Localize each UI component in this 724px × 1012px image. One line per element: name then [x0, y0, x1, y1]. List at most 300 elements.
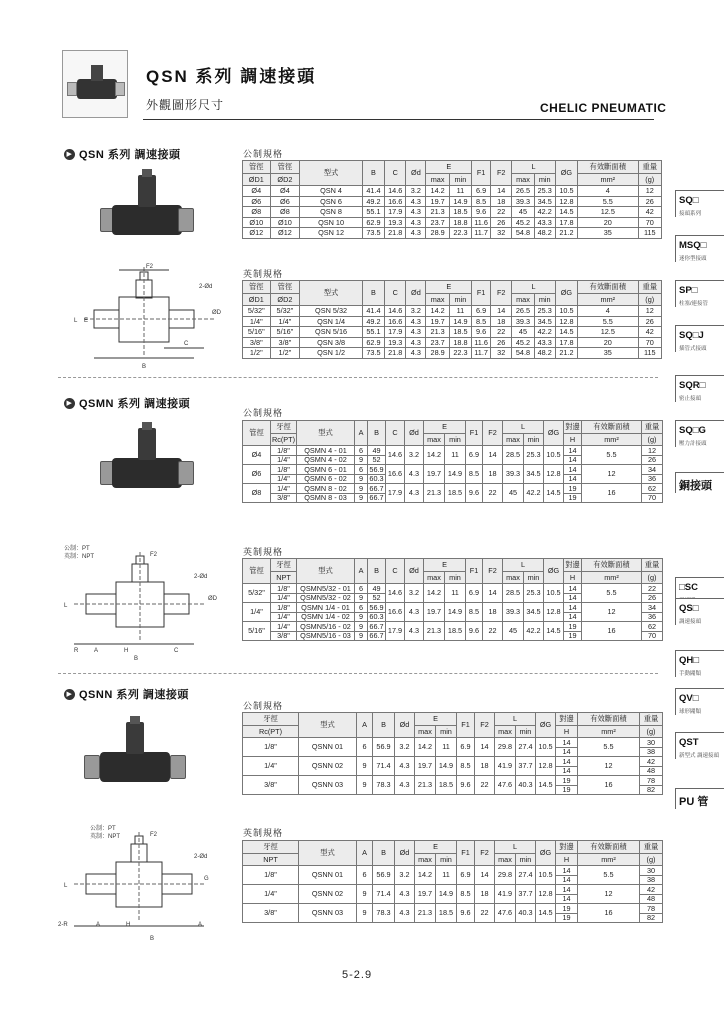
- table-row: [243, 885, 663, 895]
- side-tab-code: SP□: [679, 285, 698, 296]
- table-cell: 32: [491, 228, 512, 239]
- table-cell: 42.2: [534, 327, 555, 338]
- table-cell: 12.8: [536, 757, 556, 776]
- side-tab[interactable]: [675, 190, 724, 217]
- table-cell: 11.6: [472, 217, 491, 228]
- table-cell: 9: [357, 885, 373, 904]
- table-cell: 14: [556, 866, 578, 876]
- table-cell: 5.5: [582, 446, 642, 465]
- table-cell: Ø4: [243, 186, 271, 197]
- table-cell: 22: [642, 584, 663, 594]
- side-tab-desc: 手動閥類: [679, 671, 702, 677]
- table-cell: Ø12: [270, 228, 300, 239]
- table-cell: 23.7: [426, 217, 449, 228]
- table-cell: 19.3: [385, 337, 406, 348]
- table-cell: 21.8: [385, 348, 406, 359]
- table-cell: 14.6: [385, 306, 406, 317]
- table-row: [243, 904, 663, 914]
- table-cell: 42.2: [524, 484, 544, 503]
- qsn-photo: [92, 165, 202, 255]
- table-cell: 14: [556, 885, 578, 895]
- side-tab-code: QST: [679, 737, 699, 748]
- table-cell: QSN 1/4: [300, 316, 363, 327]
- svg-text:L: L: [74, 318, 78, 324]
- table-cell: 73.5: [362, 228, 384, 239]
- table-cell: 14: [556, 894, 578, 904]
- table-cell: 21.2: [555, 348, 577, 359]
- table-cell: Ø6: [270, 196, 300, 207]
- table-cell: 6.9: [472, 186, 491, 197]
- svg-text:C: C: [184, 341, 189, 347]
- table-cell: 19: [564, 493, 582, 503]
- table-cell: QSMN 8 - 03: [297, 493, 355, 503]
- table-cell: 49.2: [362, 196, 384, 207]
- table-cell: 12.8: [555, 196, 577, 207]
- table-cell: 78: [640, 776, 663, 786]
- table-cell: 115: [638, 348, 661, 359]
- table-cell: 3/8": [271, 631, 297, 641]
- table-cell: 38: [640, 875, 663, 885]
- table-cell: QSNN 02: [299, 757, 357, 776]
- table-cell: 19: [556, 776, 578, 786]
- table-cell: 14: [491, 186, 512, 197]
- table-cell: 11: [445, 584, 466, 603]
- section-divider: [58, 673, 658, 674]
- table-cell: 48: [640, 894, 663, 904]
- caption-metric: 公制規格: [243, 408, 284, 418]
- table-row: [243, 207, 662, 218]
- table-cell: 1/8": [271, 446, 297, 456]
- table-cell: QSNN 01: [299, 866, 357, 885]
- table-cell: QSN 4: [300, 186, 363, 197]
- side-tab-desc: 接頭系列: [679, 211, 702, 217]
- table-cell: 4: [578, 306, 638, 317]
- table-cell: QSNN 03: [299, 776, 357, 795]
- table-cell: 45: [512, 207, 534, 218]
- table-cell: 14: [475, 866, 495, 885]
- table-cell: 1/4": [271, 484, 297, 494]
- table-cell: Ø8: [270, 207, 300, 218]
- svg-text:ØD: ØD: [208, 596, 217, 602]
- table-cell: 6.9: [457, 866, 475, 885]
- table-cell: 66.7: [369, 493, 384, 503]
- table-cell: 1/8": [243, 738, 299, 757]
- table-cell: 34.5: [524, 603, 544, 622]
- table-cell: 11: [436, 738, 457, 757]
- table-cell: 4.3: [405, 465, 424, 484]
- table-cell: 17.8: [555, 217, 577, 228]
- table-cell: 62.9: [362, 337, 384, 348]
- table-cell: 1/4": [243, 603, 271, 622]
- table-cell: 35: [578, 228, 638, 239]
- side-tab[interactable]: [675, 688, 724, 715]
- table-cell: 48.2: [534, 348, 555, 359]
- table-cell: 23.7: [426, 337, 449, 348]
- table-cell: 5.5: [578, 866, 640, 885]
- table-cell: 10.5: [536, 866, 556, 885]
- table-cell: 82: [640, 913, 663, 923]
- table-cell: 9.6: [466, 622, 483, 641]
- side-tab[interactable]: [675, 280, 724, 307]
- table-cell: 14: [564, 584, 582, 594]
- svg-text:A: A: [96, 922, 101, 928]
- table-cell: 6: [357, 866, 373, 885]
- table-cell: 55.1: [362, 207, 384, 218]
- side-tab-desc: 插管式接頭: [679, 346, 707, 352]
- table-cell: 12.5: [578, 207, 638, 218]
- table-cell: 4.3: [405, 622, 424, 641]
- table-cell: 11.7: [472, 228, 491, 239]
- svg-text:H: H: [124, 648, 129, 654]
- table-cell: 5/16": [243, 622, 271, 641]
- table-cell: 35: [578, 348, 638, 359]
- table-cell: 62.9: [362, 217, 384, 228]
- table-cell: 70: [642, 631, 663, 641]
- table-cell: 45.2: [512, 337, 534, 348]
- table-cell: 43.3: [534, 337, 555, 348]
- table-cell: Ø6: [243, 196, 271, 207]
- table-cell: 19.7: [415, 885, 436, 904]
- side-tab[interactable]: [675, 375, 724, 402]
- table-cell: 12.8: [536, 885, 556, 904]
- table-cell: 14: [564, 593, 582, 603]
- table-cell: 48: [640, 766, 663, 776]
- qsnn-metric-table: 牙徑 型式 A B Ød E F1 F2 L ØG 對邊 有效斷面積 重量 Rc(PT) max min max min H mm² (g) 1/8" QSNN 01 6 56.9 3.2 14.2 11 6.9 14 29.8 27.4 10.5 14 5.5 30 14 38 1/4" QSNN 02 9 71.4 4.3 19.7 14.9 8.5 18 41.9 37.7 12.8 14 12 42 14 48 3/8" QSNN 03 9 78.3 4.3 21.3 18.5 9.6 22 47.6 40.3 14.5 19 16 78 19 82: [242, 712, 663, 795]
- table-cell: 8.5: [466, 465, 483, 484]
- table-cell: 5.5: [578, 196, 638, 207]
- table-cell: 11.7: [472, 348, 491, 359]
- table-cell: 9: [357, 757, 373, 776]
- table-cell: 66.7: [369, 621, 384, 631]
- qsn-metric-table: 管徑 管徑 型式 B C Ød E F1 F2 L ØG 有效斷面積 重量 ØD1 ØD2 max min max min mm² (g) Ø4 Ø4 QSN 4 41.4 14.6 3.2 14.2 11 6.9 14 26.5 25.3 10.5 4 12 Ø6 Ø6 QSN 6 49.2 16.6 4.3 19.7 14.9 8.5 18 39.3 34.5 12.8 5.5 26 Ø8 Ø8 QSN 8 55.1 17.9 4.3 21.3 18.5 9.6 22 45 42.2 14.5 12.5 42 Ø10 Ø10 QSN 10 62.9 19.3 4.3 23.7 18.8 11.6 26 45.2 43.3 17.8 20 70 Ø12 Ø12 QSN 12 73.5 21.8 4.3 28.9 22.3 11.7 32 54.8 48.2 21.2 35 115: [242, 160, 662, 239]
- side-tab[interactable]: [675, 420, 724, 447]
- table-cell: 22.3: [449, 348, 471, 359]
- side-tab-desc: 柱塞/連接管: [679, 301, 709, 307]
- table-cell: 14.9: [436, 757, 457, 776]
- table-cell: QSNN 03: [299, 904, 357, 923]
- svg-text:公制：PT: 公制：PT: [90, 826, 116, 832]
- table-cell: 16: [582, 484, 642, 503]
- table-cell: 9.6: [472, 207, 491, 218]
- table-cell: QSN 6: [300, 196, 363, 207]
- table-cell: 1/4": [270, 316, 300, 327]
- table-cell: 4.3: [395, 904, 415, 923]
- side-tab-code: SQR□: [679, 380, 706, 391]
- table-cell: 42: [640, 885, 663, 895]
- table-cell: 8.5: [466, 603, 483, 622]
- table-cell: 12: [638, 186, 661, 197]
- svg-text:英制：NPT: 英制：NPT: [64, 554, 95, 560]
- table-cell: 17.9: [385, 207, 406, 218]
- table-cell: 4.3: [406, 337, 426, 348]
- table-cell: 73.5: [362, 348, 384, 359]
- table-cell: 30: [640, 738, 663, 748]
- side-tab-desc: 球形閥類: [679, 709, 702, 715]
- table-cell: 14.6: [386, 446, 405, 465]
- side-tab[interactable]: [675, 732, 724, 759]
- table-cell: 56.9: [369, 602, 384, 612]
- table-cell: 14.6: [386, 584, 405, 603]
- table-cell: 28.5: [503, 446, 524, 465]
- table-cell: 10.5: [555, 306, 577, 317]
- table-cell: 1/2": [243, 348, 271, 359]
- table-cell: 14.5: [555, 327, 577, 338]
- table-cell: 19: [564, 484, 582, 494]
- table-row: [243, 186, 662, 197]
- table-cell: 4.3: [406, 348, 426, 359]
- table-cell: 5/32": [243, 306, 271, 317]
- table-cell: 18: [475, 885, 495, 904]
- svg-text:B: B: [142, 364, 147, 370]
- table-cell: 14: [475, 738, 495, 757]
- table-cell: 14.2: [424, 584, 445, 603]
- table-row: [243, 217, 662, 228]
- table-cell: 19: [556, 785, 578, 795]
- table-cell: 10.5: [536, 738, 556, 757]
- table-cell: 4.3: [406, 217, 426, 228]
- table-cell: 5.5: [578, 738, 640, 757]
- table-cell: 34.5: [524, 465, 544, 484]
- table-cell: 52: [368, 593, 386, 603]
- bullet-icon: ▶: [64, 398, 75, 409]
- table-cell: 34.5: [534, 196, 555, 207]
- table-cell: 3.2: [395, 866, 415, 885]
- header-rule: [143, 119, 654, 120]
- table-cell: 19.7: [426, 316, 449, 327]
- table-cell: 18: [491, 316, 512, 327]
- side-tab-code: SQ□J: [679, 330, 704, 341]
- table-cell: 26: [642, 593, 663, 603]
- table-cell: Ø4: [243, 446, 271, 465]
- table-cell: 12: [582, 465, 642, 484]
- table-cell: 12: [578, 757, 640, 776]
- table-cell: 115: [638, 228, 661, 239]
- table-cell: 3.2: [395, 738, 415, 757]
- table-cell: 40.3: [516, 904, 536, 923]
- table-cell: 3/8": [270, 337, 300, 348]
- table-cell: 14: [483, 446, 503, 465]
- table-cell: 16.6: [385, 196, 406, 207]
- table-cell: 22: [483, 622, 503, 641]
- table-cell: QSNN 01: [299, 738, 357, 757]
- table-cell: 17.9: [386, 622, 405, 641]
- side-tab[interactable]: [675, 598, 724, 625]
- table-cell: 18.5: [436, 904, 457, 923]
- table-cell: 10.5: [544, 446, 564, 465]
- svg-text:B: B: [150, 936, 155, 942]
- table-cell: 18: [483, 603, 503, 622]
- side-tab-desc: 調速接頭: [679, 619, 702, 625]
- table-cell: 6: [355, 603, 368, 613]
- table-cell: QSMN 6 - 01: [297, 465, 355, 475]
- table-cell: 18.5: [445, 622, 466, 641]
- table-cell: 9: [355, 631, 368, 641]
- table-cell: 4.3: [406, 316, 426, 327]
- table-cell: 16: [578, 776, 640, 795]
- table-cell: 14: [564, 474, 582, 484]
- table-cell: 17.9: [385, 327, 406, 338]
- table-cell: QSMN5/32 - 01: [297, 584, 355, 594]
- table-cell: 37.7: [516, 757, 536, 776]
- table-cell: 14: [564, 612, 582, 622]
- table-cell: 37.7: [516, 885, 536, 904]
- table-cell: 27.4: [516, 866, 536, 885]
- table-cell: 9: [355, 593, 368, 603]
- table-cell: QSN 8: [300, 207, 363, 218]
- table-cell: 14.9: [449, 316, 471, 327]
- table-cell: 19.7: [424, 603, 445, 622]
- table-cell: 22: [483, 484, 503, 503]
- table-cell: 6: [357, 738, 373, 757]
- table-cell: 21.3: [426, 327, 449, 338]
- table-cell: 4.3: [395, 757, 415, 776]
- table-cell: 19.7: [415, 757, 436, 776]
- table-cell: 20: [578, 217, 638, 228]
- table-cell: 45: [503, 622, 524, 641]
- table-cell: 42.2: [534, 207, 555, 218]
- table-cell: 56.9: [369, 464, 384, 474]
- table-row: [243, 306, 662, 317]
- qsmn-inch-table: 管徑 牙徑 型式 A B C Ød E F1 F2 L ØG 對邊 有效斷面積 重量 NPT max min max min H mm² (g) 5/32" 1/8" QSMN5/32 - 01 6 49 14.6 3.2 14.2 11 6.9 14 28.5 25.3 10.5 14 5.5 22 1/4" QSMN5/32 - 02 9 52 14 26 1/4" 1/8" QSMN 1/4 - 01 6 56.9 16.6 4.3 19.7 14.9 8.5 18 39.3 34.5 12.8 14 12 34 1/4" QSMN 1/4 - 02 9 60.3 14 36 5/16" 1/4" QSMN5/16 - 02 9 66.7 17.9 4.3 21.3 18.5 9.6 22 45 42.2 14.5 19 16 62 3/8" QSMN5/16 - 03 9 66.7 19 70: [242, 558, 663, 641]
- table-cell: 5/16": [270, 327, 300, 338]
- table-cell: 36: [642, 612, 663, 622]
- table-cell: 40.3: [516, 776, 536, 795]
- section-title-qsmn: ▶ QSMN 系列 調速接頭: [64, 395, 190, 411]
- table-cell: 41.9: [495, 757, 516, 776]
- table-cell: 4.3: [406, 196, 426, 207]
- table-cell: 62: [642, 484, 663, 494]
- table-cell: 36: [642, 474, 663, 484]
- table-cell: 39.3: [503, 465, 524, 484]
- table-cell: 16.6: [386, 603, 405, 622]
- table-cell: 16.6: [385, 316, 406, 327]
- table-cell: 3.2: [406, 306, 426, 317]
- table-row: [243, 757, 663, 767]
- table-cell: 21.3: [415, 776, 436, 795]
- table-cell: 20: [578, 337, 638, 348]
- svg-text:ØD: ØD: [212, 310, 221, 316]
- table-row: [243, 337, 662, 348]
- caption-inch: 英制規格: [243, 269, 284, 279]
- table-cell: QSMN 6 - 02: [297, 474, 355, 484]
- caption-metric: 公制規格: [243, 149, 284, 159]
- table-cell: 14: [556, 766, 578, 776]
- svg-text:2-R: 2-R: [58, 922, 68, 928]
- table-cell: 12.5: [578, 327, 638, 338]
- svg-text:L: L: [64, 883, 68, 889]
- svg-text:2-Ød: 2-Ød: [199, 284, 213, 290]
- side-tab[interactable]: [675, 235, 724, 262]
- table-row: [243, 327, 662, 338]
- table-row: [243, 196, 662, 207]
- table-cell: 14.5: [544, 484, 564, 503]
- svg-text:G: G: [204, 876, 209, 882]
- side-tab[interactable]: [675, 650, 724, 677]
- table-cell: 9.6: [457, 776, 475, 795]
- section-title-qsnn: ▶ QSNN 系列 調速接頭: [64, 686, 189, 702]
- side-tab-code: QV□: [679, 693, 699, 704]
- table-cell: 78: [640, 904, 663, 914]
- table-cell: 1/8": [243, 866, 299, 885]
- table-cell: QSNN 02: [299, 885, 357, 904]
- svg-text:公制：PT: 公制：PT: [64, 546, 90, 552]
- table-row: [243, 348, 662, 359]
- table-cell: 14: [564, 455, 582, 465]
- table-cell: 55.1: [362, 327, 384, 338]
- table-cell: 18.5: [445, 484, 466, 503]
- side-tab[interactable]: [675, 788, 724, 809]
- table-cell: 5/32": [270, 306, 300, 317]
- caption-inch: 英制規格: [243, 828, 284, 838]
- table-cell: 14.9: [436, 885, 457, 904]
- table-cell: 12.8: [555, 316, 577, 327]
- table-cell: 18.5: [449, 207, 471, 218]
- side-tab[interactable]: [675, 325, 724, 352]
- table-cell: 1/2": [270, 348, 300, 359]
- table-row: [243, 738, 663, 748]
- table-cell: 12: [642, 446, 663, 456]
- table-cell: 43.3: [534, 217, 555, 228]
- product-photo: [62, 50, 128, 118]
- table-cell: 34: [642, 603, 663, 613]
- svg-text:F2: F2: [150, 832, 158, 838]
- table-cell: 14.2: [426, 306, 449, 317]
- table-cell: 21.3: [415, 904, 436, 923]
- table-cell: 14: [556, 875, 578, 885]
- qsmn-photo: [92, 418, 202, 508]
- side-tab-code: SQ□G: [679, 425, 706, 436]
- bullet-icon: ▶: [64, 149, 75, 160]
- caption-inch: 英制規格: [243, 547, 284, 557]
- table-cell: 16: [582, 622, 642, 641]
- table-cell: 28.9: [426, 228, 449, 239]
- side-tab-desc: 新型式 調速接頭: [679, 753, 720, 759]
- table-cell: 42: [640, 757, 663, 767]
- table-cell: 14: [564, 446, 582, 456]
- table-cell: 34.5: [534, 316, 555, 327]
- table-cell: 14: [564, 603, 582, 613]
- table-cell: 25.3: [534, 306, 555, 317]
- table-cell: 14: [556, 757, 578, 767]
- table-cell: 19: [564, 622, 582, 632]
- table-cell: 14.2: [426, 186, 449, 197]
- qsn-drawing: [64, 262, 234, 372]
- table-row: [243, 776, 663, 786]
- table-cell: QSN 1/2: [300, 348, 363, 359]
- table-cell: 1/8": [271, 465, 297, 475]
- side-tab[interactable]: [675, 472, 724, 493]
- table-cell: 14.9: [449, 196, 471, 207]
- table-cell: 66.7: [369, 631, 384, 641]
- table-cell: 4.3: [405, 603, 424, 622]
- table-row: [243, 446, 663, 456]
- table-cell: 6: [355, 584, 368, 594]
- svg-text:F2: F2: [146, 264, 154, 270]
- table-cell: 9: [355, 622, 368, 632]
- table-cell: 19.7: [426, 196, 449, 207]
- table-cell: 22: [491, 207, 512, 218]
- table-cell: 14.5: [555, 207, 577, 218]
- table-cell: 1/8": [271, 603, 297, 613]
- table-cell: 70: [638, 337, 661, 348]
- table-cell: 5/16": [243, 327, 271, 338]
- table-cell: 9: [357, 904, 373, 923]
- table-cell: 14.5: [544, 622, 564, 641]
- page-number: 5-2.9: [342, 969, 373, 981]
- table-row: [243, 316, 662, 327]
- table-cell: 38: [640, 747, 663, 757]
- table-cell: QSMN 8 - 02: [297, 484, 355, 494]
